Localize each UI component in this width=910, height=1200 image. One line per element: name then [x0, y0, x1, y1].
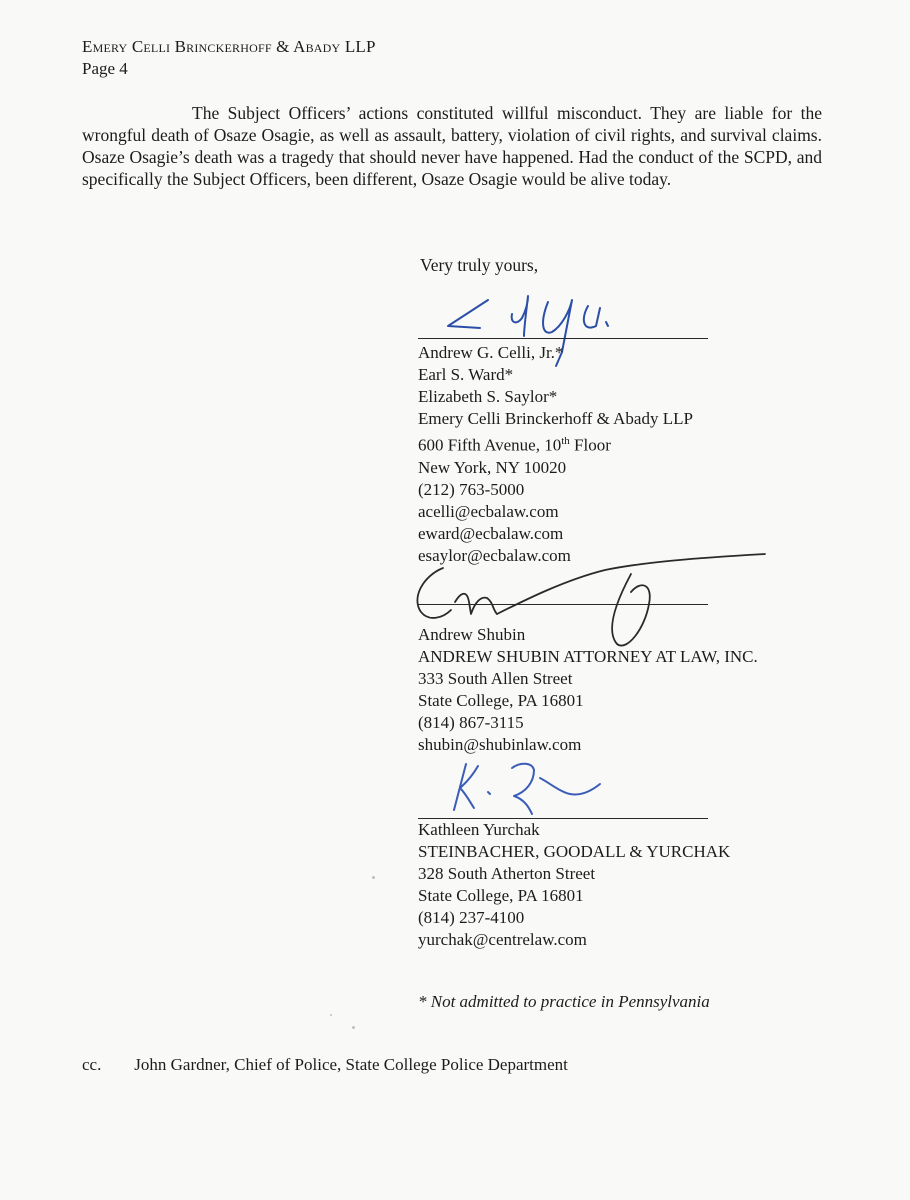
body-paragraph: The Subject Officers’ actions constituted willful misconduct. They are liable for the wrongful death of Osaze Osagie, as well as assault, battery, violation of civil rights, and survival claims. Osaze Osagie’s death was a tragedy that should never have happened. Had the conduct of the SCPD, and specifically the Subject Officers, been different, Osaze Osagie would be alive today.: [82, 103, 822, 189]
scan-speck: [352, 1026, 355, 1029]
page-header: [82, 36, 376, 80]
signer-name: Elizabeth S. Saylor*: [418, 387, 558, 406]
firm-phone: (212) 763-5000: [418, 479, 525, 499]
closing-salutation: Very truly yours,: [420, 255, 539, 275]
signature-block-yurchak: [418, 819, 730, 951]
header-page-number: Page 4: [82, 59, 128, 78]
firm-name: Emery Celli Brinckerhoff & Abady LLP: [418, 409, 693, 428]
address-street-text: 600 Fifth Avenue, 10: [418, 435, 562, 455]
cc-recipient: John Gardner, Chief of Police, State College Police Department: [134, 1055, 568, 1074]
address-superscript: th: [561, 435, 570, 447]
cc-line: [82, 1055, 568, 1075]
firm-address-city: State College, PA 16801: [418, 886, 584, 905]
firm-address-street: 328 South Atherton Street: [418, 864, 596, 883]
firm-address-street: 333 South Allen Street: [418, 669, 573, 688]
firm-name: ANDREW SHUBIN ATTORNEY AT LAW, INC.: [418, 647, 758, 666]
signature-line-2: [418, 604, 708, 605]
signature-block-shubin: [418, 624, 758, 756]
address-floor-suffix: Floor: [569, 435, 611, 455]
email: yurchak@centrelaw.com: [418, 930, 587, 949]
firm-address-city: New York, NY 10020: [418, 457, 567, 477]
signature-block-celli: [418, 342, 693, 567]
signer-name: Andrew G. Celli, Jr.*: [418, 343, 564, 362]
scan-speck: [372, 876, 375, 879]
signer-name: Earl S. Ward*: [418, 365, 514, 384]
footnote-not-admitted: * Not admitted to practice in Pennsylvania: [418, 992, 710, 1011]
scan-speck: [330, 1014, 332, 1016]
firm-address-street: [418, 430, 693, 457]
email: eward@ecbalaw.com: [418, 523, 564, 543]
firm-phone: (814) 237-4100: [418, 908, 525, 927]
firm-address-city: State College, PA 16801: [418, 691, 584, 710]
email: esaylor@ecbalaw.com: [418, 545, 571, 565]
signature-line-1: [418, 338, 708, 339]
signer-name: Andrew Shubin: [418, 625, 526, 644]
signer-name: Kathleen Yurchak: [418, 820, 540, 839]
cc-label: cc.: [82, 1055, 102, 1074]
firm-phone: (814) 867-3115: [418, 713, 524, 732]
firm-name: STEINBACHER, GOODALL & YURCHAK: [418, 842, 731, 861]
header-firm-name: Emery Celli Brinckerhoff & Abady LLP: [82, 37, 376, 56]
email: acelli@ecbalaw.com: [418, 501, 559, 521]
email: shubin@shubinlaw.com: [418, 735, 582, 754]
